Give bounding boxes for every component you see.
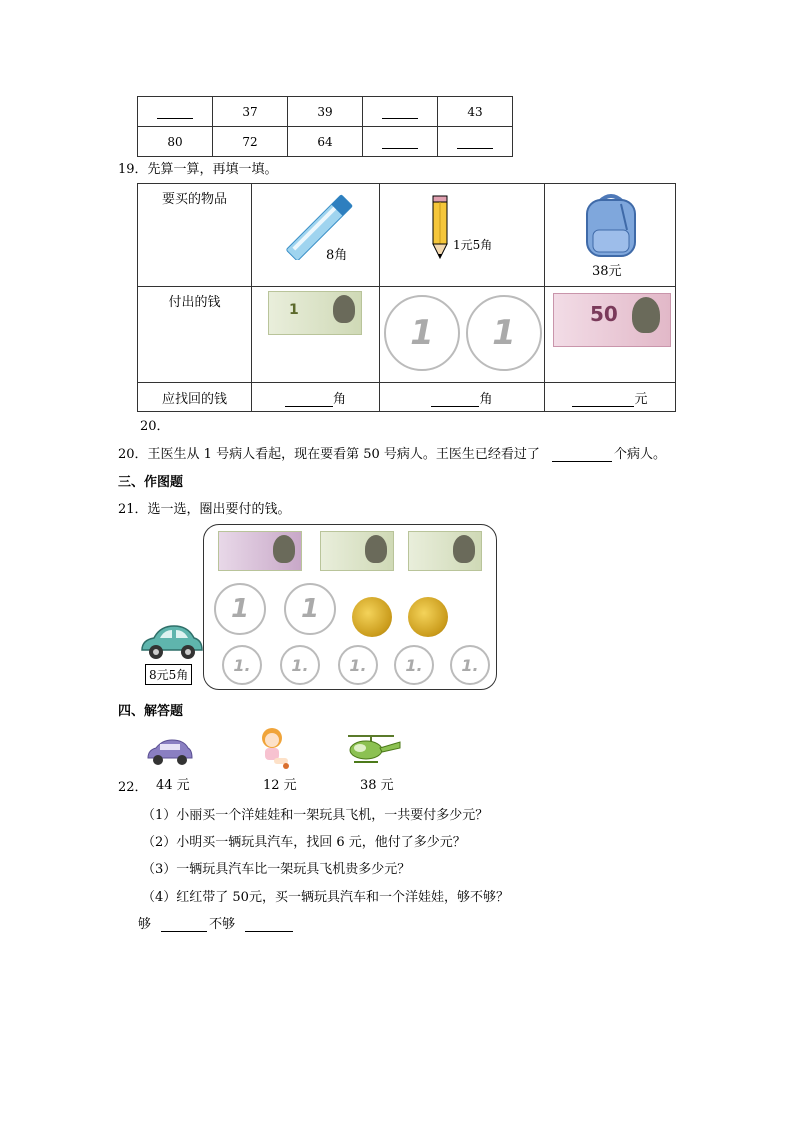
- table-cell: 39: [288, 97, 363, 127]
- coin-value: 1: [492, 313, 516, 353]
- coin-value: 1.: [349, 655, 367, 675]
- portrait-icon: [453, 535, 475, 563]
- ruler-case-icon: [280, 190, 360, 260]
- section-title: 三、作图题: [118, 475, 184, 490]
- money-box: [203, 524, 497, 690]
- coin-value: 1: [410, 313, 434, 353]
- helicopter-icon: [342, 730, 404, 770]
- answer-blank[interactable]: [285, 394, 333, 407]
- one-yuan-note[interactable]: [320, 531, 394, 571]
- section-title: 四、解答题: [118, 704, 184, 719]
- item-price: 1元5角: [453, 238, 493, 252]
- coin-value: 1.: [461, 655, 479, 675]
- answer-blank[interactable]: [161, 919, 207, 932]
- toy-car-icon: [138, 620, 204, 662]
- change-cell[interactable]: [545, 383, 676, 412]
- one-jiao-coin[interactable]: [222, 645, 262, 685]
- note-value: 50: [590, 302, 618, 326]
- one-yuan-coin[interactable]: 1: [284, 583, 336, 635]
- sub-question: （3）一辆玩具汽车比一架玩具飞机贵多少元？: [142, 862, 411, 877]
- table-cell: 64: [288, 127, 363, 157]
- note-value: 1: [289, 302, 299, 318]
- answer-blank[interactable]: [431, 394, 479, 407]
- paid-cell: [545, 287, 676, 383]
- question-21-title: 21．选一选，圈出要付的钱。: [118, 502, 291, 517]
- pencil-icon: [427, 194, 453, 262]
- row-label: [138, 184, 252, 287]
- item-price: 12 元: [263, 778, 297, 793]
- one-jiao-coin[interactable]: [280, 645, 320, 685]
- one-yuan-note[interactable]: [408, 531, 482, 571]
- table-cell[interactable]: [438, 127, 513, 157]
- answer-blank[interactable]: [382, 136, 418, 149]
- one-jiao-coin[interactable]: [450, 645, 490, 685]
- item-price: 44 元: [156, 778, 190, 793]
- item-cell: [545, 184, 676, 287]
- question-20: [118, 443, 666, 462]
- question-text: 个病人。: [614, 447, 667, 462]
- table-cell[interactable]: [138, 97, 213, 127]
- change-cell[interactable]: [252, 383, 380, 412]
- answer-line: [138, 913, 293, 932]
- five-yuan-note[interactable]: [218, 531, 302, 571]
- five-jiao-coin[interactable]: [408, 597, 448, 637]
- sub-question: （2）小明买一辆玩具汽车，找回 6 元，他付了多少元？: [142, 835, 466, 850]
- price-tag: 8元5角: [145, 664, 192, 685]
- portrait-icon: [632, 297, 660, 333]
- table-row: [138, 127, 513, 157]
- question-text: 20．王医生从 1 号病人看起，现在要看第 50 号病人。王医生已经看过了: [118, 447, 540, 462]
- answer-blank[interactable]: [457, 136, 493, 149]
- one-yuan-note: [268, 291, 362, 335]
- row-label: 应找回的钱: [138, 383, 252, 412]
- coin-value: 1.: [233, 655, 251, 675]
- shopping-table: [137, 183, 676, 412]
- table-row: [138, 184, 676, 287]
- one-yuan-coin: [384, 295, 460, 371]
- table-cell: 37: [213, 97, 288, 127]
- five-jiao-coin[interactable]: [352, 597, 392, 637]
- table-row: [138, 287, 676, 383]
- table-cell[interactable]: [363, 127, 438, 157]
- table-cell: 80: [138, 127, 213, 157]
- portrait-icon: [365, 535, 387, 563]
- number-table: [137, 96, 513, 157]
- item-cell: [252, 184, 380, 287]
- not-enough-label: 不够: [209, 917, 236, 932]
- unit-label: 元: [634, 391, 648, 407]
- table-row: [138, 383, 676, 412]
- item-cell: [380, 184, 545, 287]
- doll-icon: [256, 726, 292, 770]
- answer-blank[interactable]: [382, 106, 418, 119]
- table-cell: 72: [213, 127, 288, 157]
- one-yuan-coin: [466, 295, 542, 371]
- coin-value: 1.: [405, 655, 423, 675]
- answer-blank[interactable]: [572, 394, 634, 407]
- row-label: [138, 287, 252, 383]
- question-22-number: 22．: [118, 780, 148, 795]
- paid-cell: [252, 287, 380, 383]
- answer-blank[interactable]: [157, 106, 193, 119]
- portrait-icon: [333, 295, 355, 323]
- enough-label: 够: [138, 917, 152, 932]
- paid-cell: [380, 287, 545, 383]
- change-cell[interactable]: [380, 383, 545, 412]
- one-jiao-coin[interactable]: [338, 645, 378, 685]
- table-cell: 43: [438, 97, 513, 127]
- item-price: 38元: [592, 264, 622, 279]
- toy-car-icon: [146, 736, 194, 768]
- one-jiao-coin[interactable]: [394, 645, 434, 685]
- answer-blank[interactable]: [245, 919, 293, 932]
- one-yuan-coin[interactable]: 1: [214, 583, 266, 635]
- table-row: [138, 97, 513, 127]
- sub-question: （4）红红带了 50元，买一辆玩具汽车和一个洋娃娃，够不够？: [142, 890, 509, 905]
- answer-blank[interactable]: [552, 449, 612, 462]
- portrait-icon: [273, 535, 295, 563]
- fifty-yuan-note: [553, 293, 671, 347]
- table-cell[interactable]: [363, 97, 438, 127]
- sub-question: （1）小丽买一个洋娃娃和一架玩具飞机，一共要付多少元？: [142, 808, 489, 823]
- unit-label: 角: [332, 391, 346, 407]
- stray-number: 20．: [140, 419, 170, 434]
- backpack-icon: [581, 190, 641, 258]
- item-price: 38 元: [360, 778, 394, 793]
- row-label-text: 要买的物品: [161, 192, 227, 207]
- item-price: 8角: [326, 248, 348, 263]
- row-label-text: 付出的钱: [168, 295, 221, 310]
- unit-label: 角: [479, 391, 493, 407]
- coin-value: 1.: [291, 655, 309, 675]
- question-19-title: 19．先算一算，再填一填。: [118, 162, 278, 177]
